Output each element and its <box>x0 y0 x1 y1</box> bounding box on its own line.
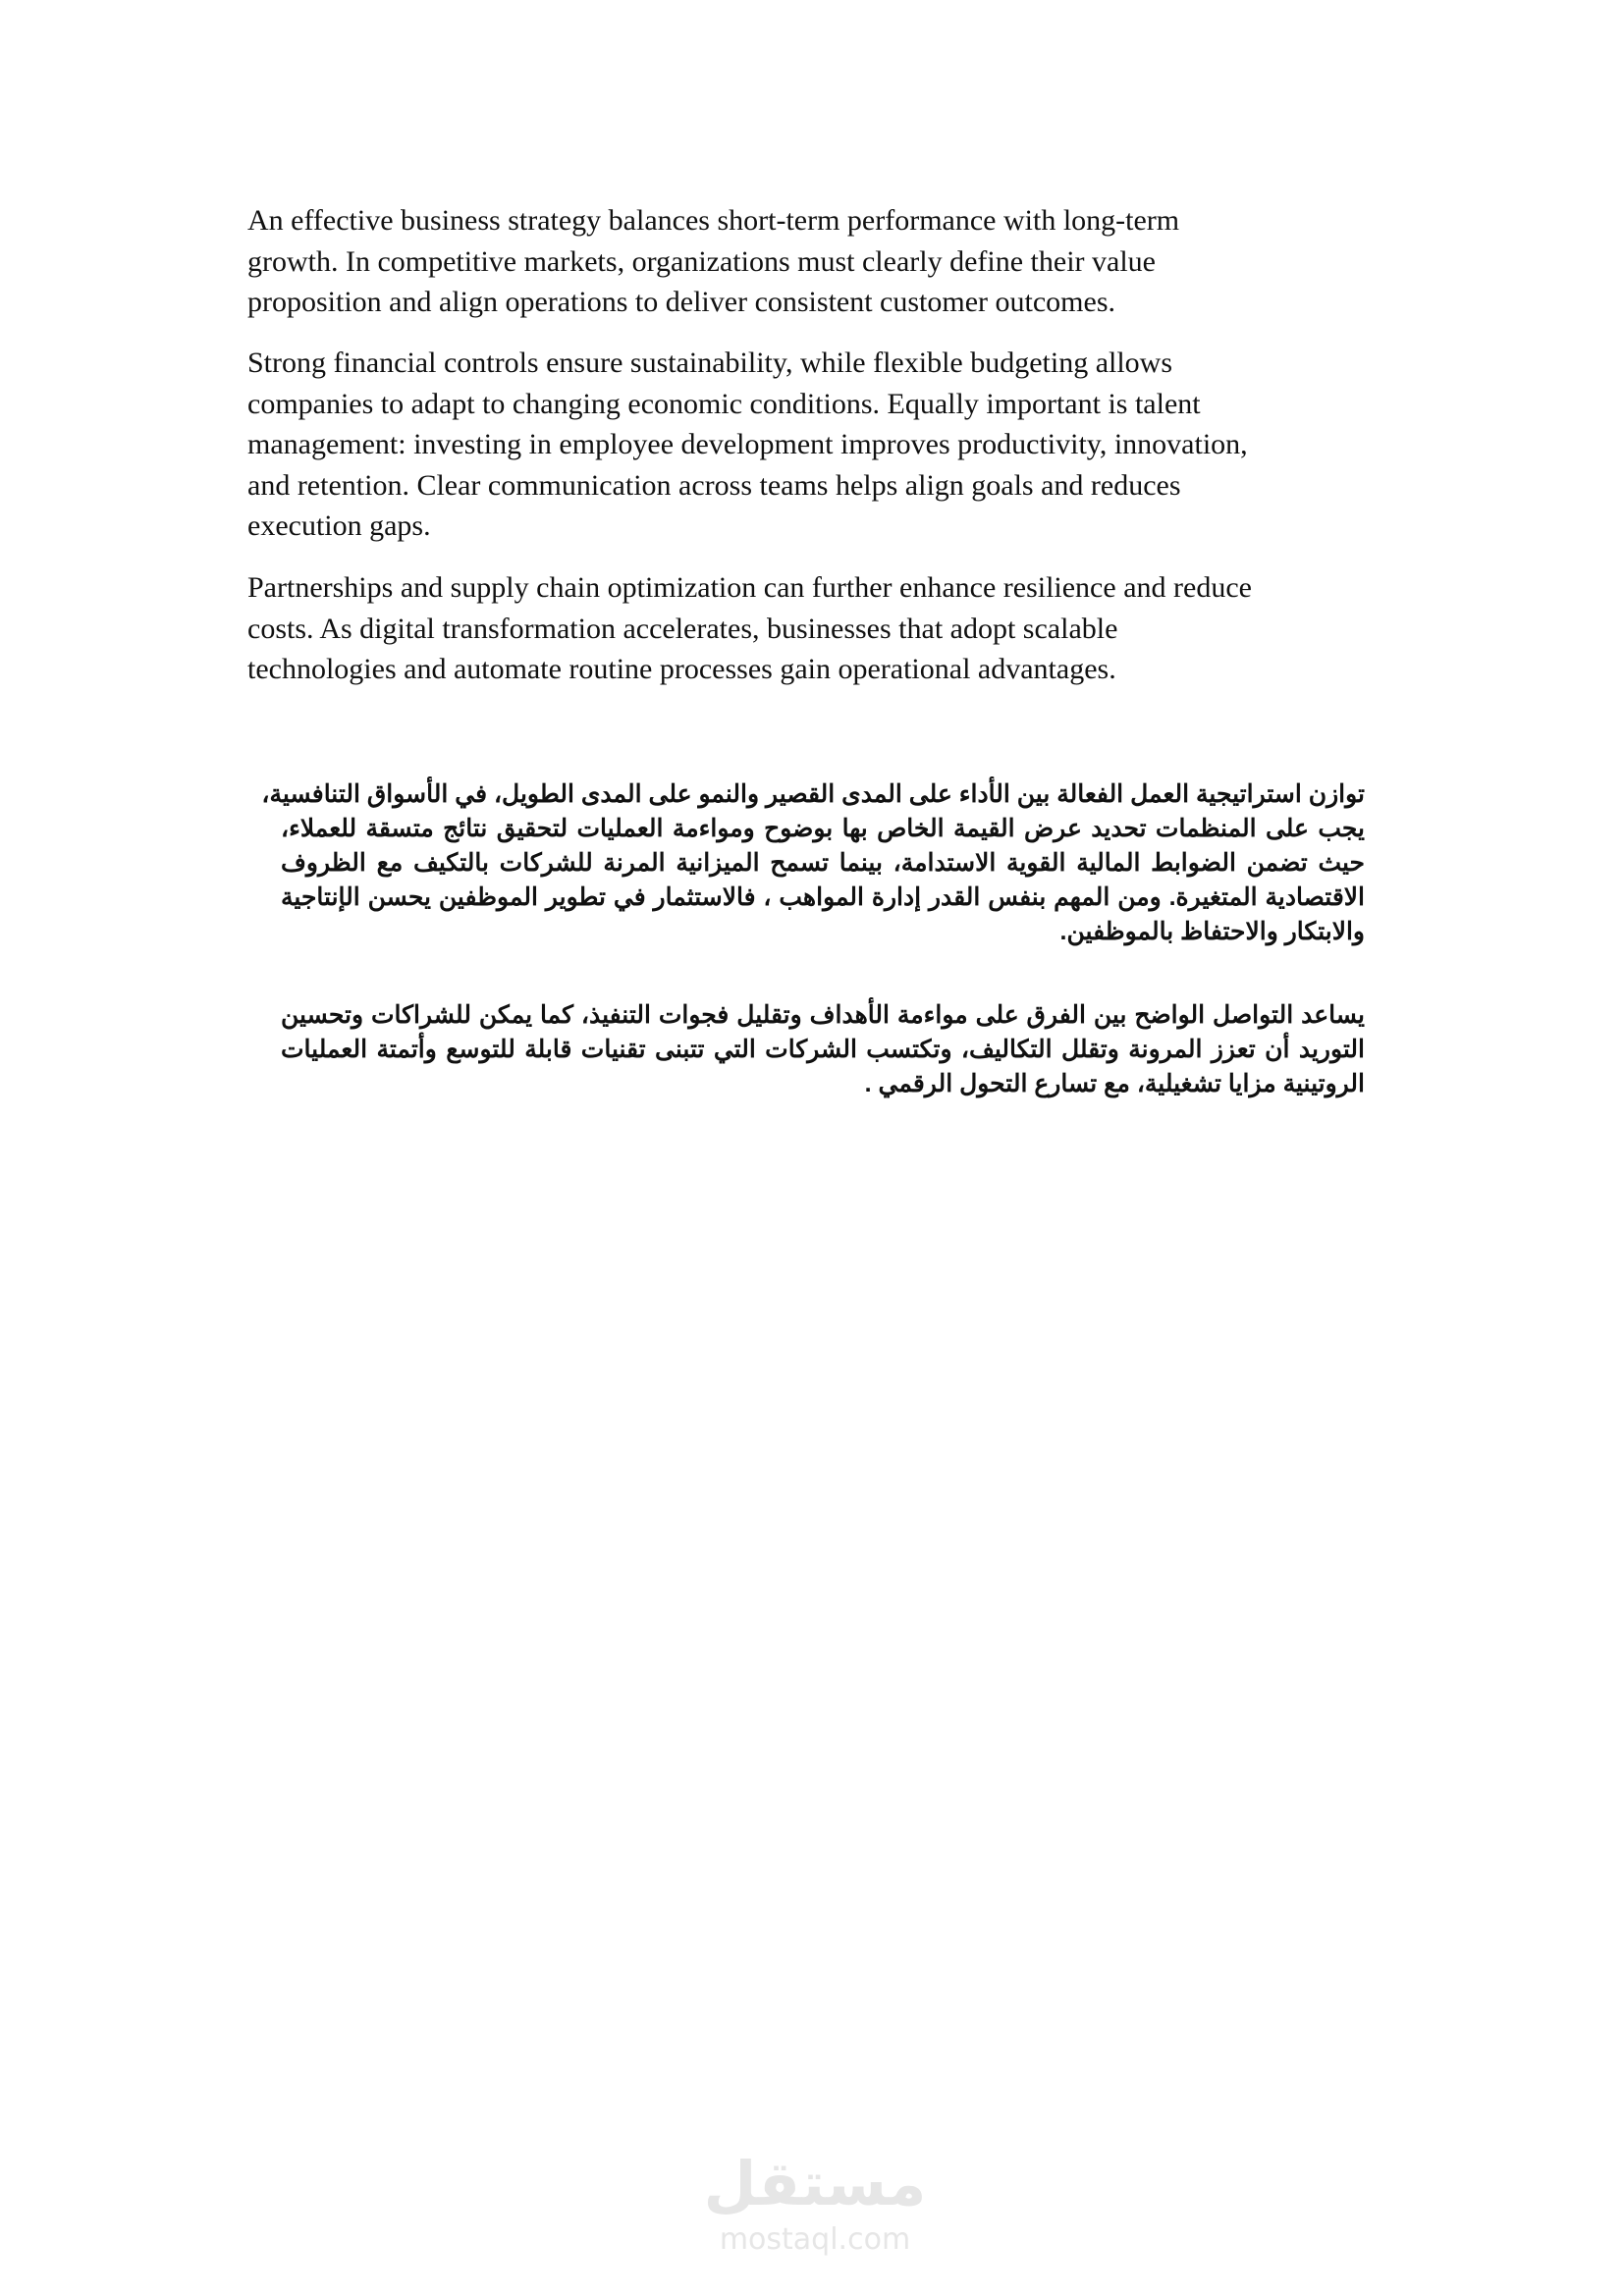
text-line: يجب على المنظمات تحديد عرض القيمة الخاص بها بوضوح ومواءمة العمليات لتحقيق نتائج متسقة للعملاء، <box>281 815 1365 842</box>
text-line: companies to adapt to changing economic conditions. Equally important is talent <box>247 387 1201 420</box>
watermark-logo-latin: mostaql.com <box>719 2222 911 2257</box>
text-line: costs. As digital transformation accelerates, businesses that adopt scalable <box>247 612 1118 645</box>
text-line: proposition and align operations to deliver consistent customer outcomes. <box>247 286 1115 318</box>
text-line: growth. In competitive markets, organizations must clearly define their value <box>247 244 1156 278</box>
english-paragraph-1 <box>247 200 1406 323</box>
text-line: توازن استراتيجية العمل الفعالة بين الأداء على المدى القصير والنمو على المدى الطويل، في الأسواق التنافسية، <box>261 780 1365 808</box>
text-line: الروتينية مزايا تشغيلية، مع تسارع التحول الرقمي . <box>864 1070 1365 1097</box>
text-line: Partnerships and supply chain optimization can further enhance resilience and reduce <box>247 571 1252 604</box>
english-paragraph-3 <box>247 567 1406 690</box>
text-line: technologies and automate routine processes gain operational advantages. <box>247 653 1116 685</box>
text-line: Strong financial controls ensure sustainability, while flexible budgeting allows <box>247 347 1173 379</box>
text-line: والابتكار والاحتفاظ بالموظفين. <box>1059 918 1365 945</box>
mostaql-watermark <box>687 2145 943 2272</box>
text-line: التوريد أن تعزز المرونة وتقلل التكاليف، وتكتسب الشركات التي تتبنى تقنيات قابلة للتوسع وأتمتة العمليات <box>281 1036 1365 1063</box>
text-line: الاقتصادية المتغيرة. ومن المهم بنفس القدر إدارة المواهب ، فالاستثمار في تطوير الموظفين يحسن الإنتاجية <box>281 883 1365 911</box>
watermark-logo-arabic: مستقل <box>703 2148 927 2219</box>
text-line: يساعد التواصل الواضح بين الفرق على مواءمة الأهداف وتقليل فجوات التنفيذ، كما يمكن للشراكات وتحسين <box>281 1001 1365 1029</box>
arabic-paragraph-2 <box>281 998 1365 1101</box>
text-line: management: investing in employee development improves productivity, innovation, <box>247 428 1248 460</box>
text-line: An effective business strategy balances short-term performance with long-term <box>247 204 1180 237</box>
text-line: حيث تضمن الضوابط المالية القوية الاستدامة، بينما تسمح الميزانية المرنة للشركات بالتكيف مع الظروف <box>281 849 1365 877</box>
text-line: and retention. Clear communication across teams helps align goals and reduces <box>247 468 1181 502</box>
english-paragraph-2 <box>247 343 1406 547</box>
arabic-paragraph-1 <box>261 777 1365 949</box>
text-line: execution gaps. <box>247 509 431 542</box>
